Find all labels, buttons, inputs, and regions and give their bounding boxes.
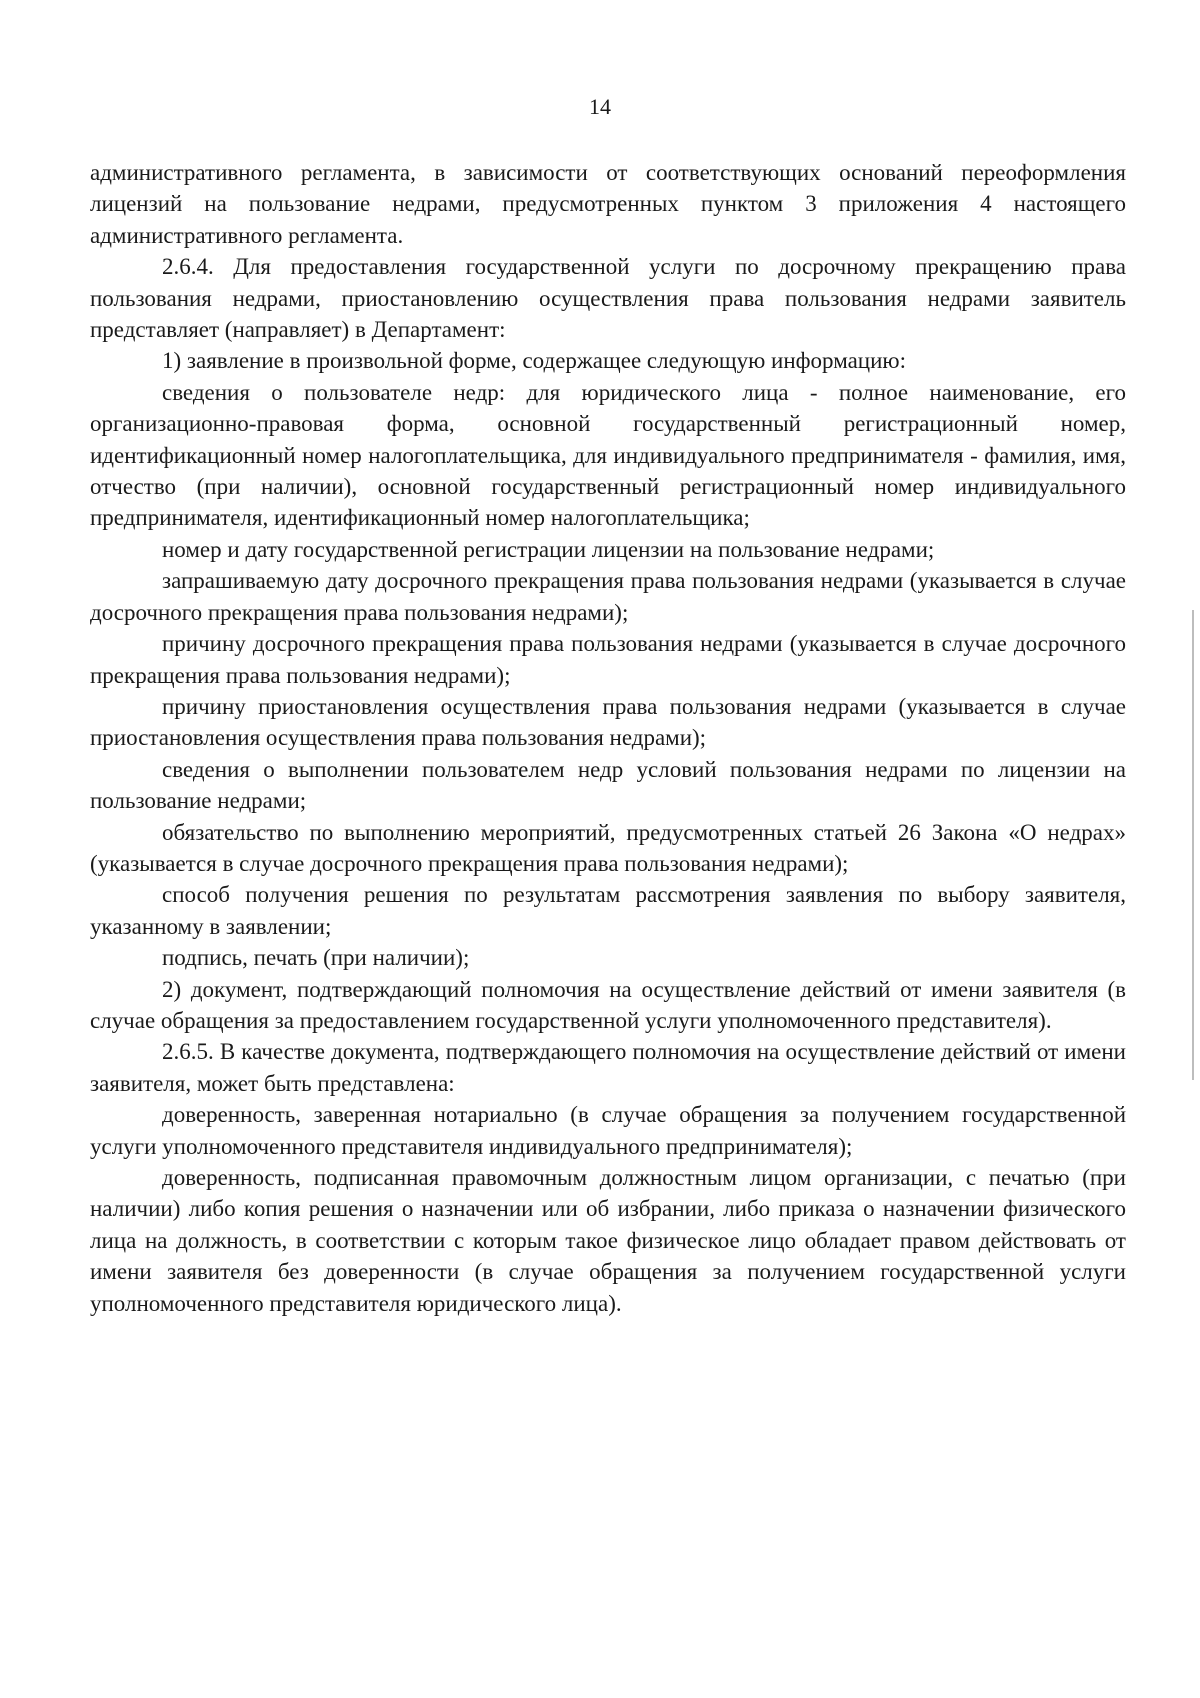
paragraph: 1) заявление в произвольной форме, содержащее следующую информацию: [162,348,906,374]
paragraph: причину досрочного прекращения права пользования недрами (указывается в случае досрочного прекращения права пользования недрами); [90,631,1126,688]
paragraph: 2.6.4. Для предоставления государственной услуги по досрочному прекращению права пользования недрами, приостановлению осуществления права пользования недрами заявитель представляет (направляет) в Департамент: [90,254,1126,343]
paragraph: 2.6.5. В качестве документа, подтверждающего полномочия на осуществление действий от имени заявителя, может быть представлена: [90,1039,1126,1096]
paragraph: запрашиваемую дату досрочного прекращения права пользования недрами (указывается в случае досрочного прекращения права пользования недрами); [90,568,1126,625]
paragraph: 2) документ, подтверждающий полномочия на осуществление действий от имени заявителя (в случае обращения за предоставлением государственной услуги уполномоченного представителя). [90,976,1126,1033]
paragraph: административного регламента, в зависимости от соответствующих оснований переоформления лицензий на пользование недрами, предусмотренных пунктом 3 приложения 4 настоящего административного регламента. [90,160,1126,248]
paragraph: номер и дату государственной регистрации лицензии на пользование недрами; [162,536,935,562]
paragraph: подпись, печать (при наличии); [162,945,470,971]
paragraph: причину приостановления осуществления права пользования недрами (указывается в случае приостановления осуществления права пользования недрами); [90,693,1126,751]
document-body [90,157,1126,1319]
paragraph: обязательство по выполнению мероприятий, предусмотренных статьей 26 Закона «О недрах» (указывается в случае досрочного прекращения права пользования недрами); [90,819,1126,876]
page-number: 14 [589,94,611,119]
paragraph: способ получения решения по результатам рассмотрения заявления по выбору заявителя, указанному в заявлении; [90,882,1126,939]
paragraph: сведения о выполнении пользователем недр условий пользования недрами по лицензии на пользование недрами; [90,756,1126,814]
paragraph: сведения о пользователе недр: для юридического лица - полное наименование, его организационно-правовая форма, основной государственный регистрационный номер, идентификационный номер налогоплательщика, для индивидуального предпринимателя - фамилия, имя, отчество (при наличии), основной государственный регистрационный номер индивидуального предпринимателя, идентификационный номер налогоплательщика; [90,379,1126,531]
scan-edge-mark [1192,610,1194,1080]
paragraph: доверенность, подписанная правомочным должностным лицом организации, с печатью (при наличии) либо копия решения о назначении или об избрании, либо приказа о назначении физического лица на должность, в соответствии с которым такое физическое лицо обладает правом действовать от имени заявителя без доверенности (в случае обращения за получением государственной услуги уполномоченного представителя юридического лица). [90,1165,1126,1316]
paragraph: доверенность, заверенная нотариально (в случае обращения за получением государственной услуги уполномоченного представителя индивидуального предпринимателя); [90,1102,1126,1159]
